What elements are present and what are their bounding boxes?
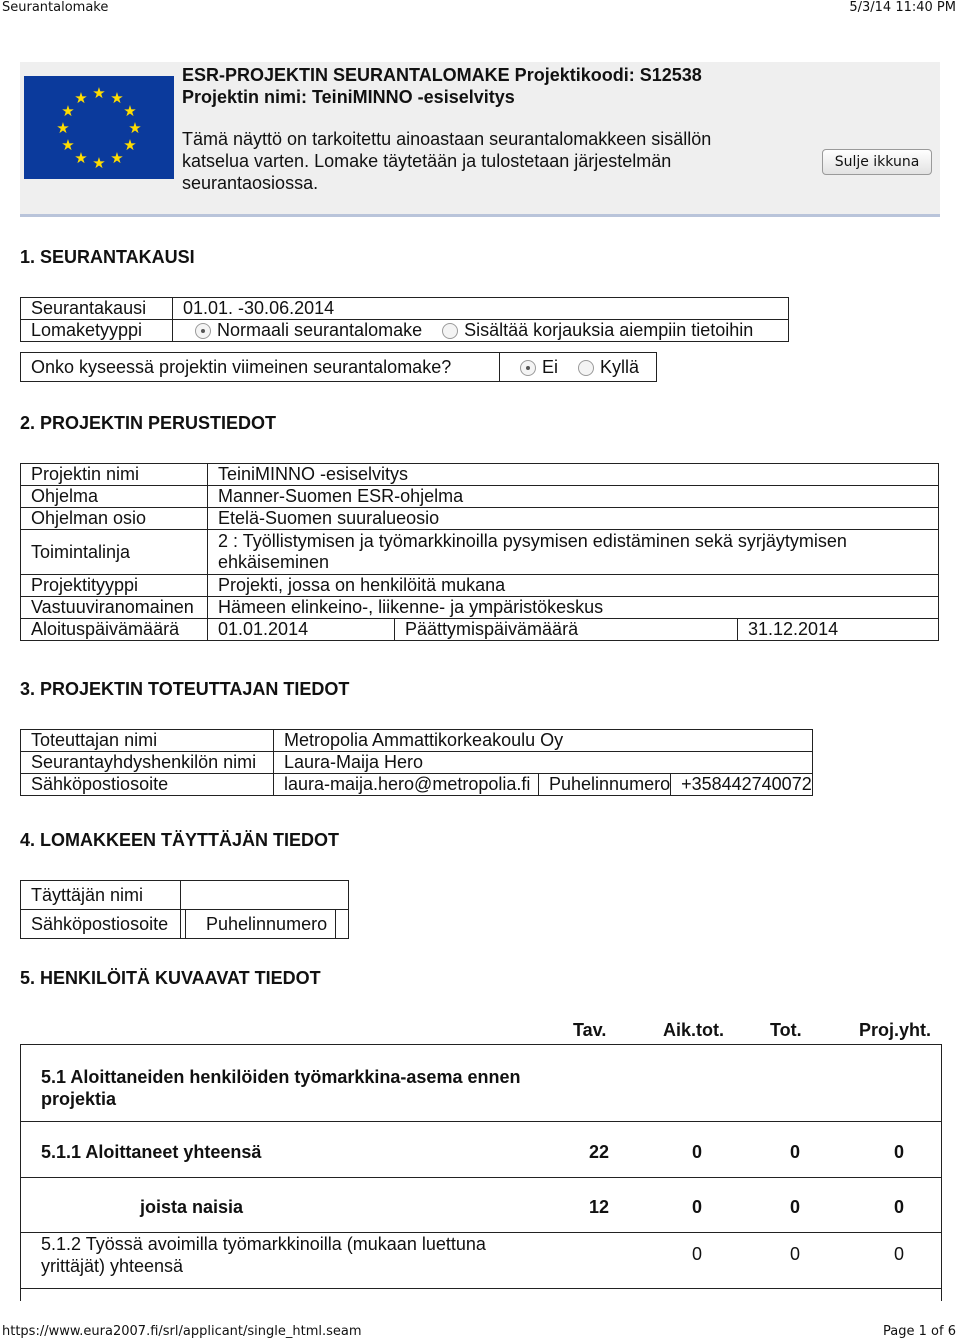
basic-value: Hämeen elinkeino-, liikenne- ja ympäristökeskus — [208, 597, 939, 619]
email-label: Sähköpostiosoite — [21, 774, 274, 796]
row-label: 5.1.1 Aloittaneet yhteensä — [41, 1142, 262, 1162]
cell-tot: 0 — [789, 1142, 800, 1162]
implementer-table — [20, 729, 813, 796]
cell-aiktot: 0 — [691, 1197, 702, 1217]
form-title-code: ESR-PROJEKTIN SEURANTALOMAKE Projektikoodi: S12538 — [182, 65, 702, 85]
print-header-datetime: 5/3/14 11:40 PM — [849, 0, 956, 15]
col-header-tav: Tav. — [573, 1020, 607, 1040]
cell-tav: 12 — [588, 1197, 610, 1217]
cell-projyht: 0 — [893, 1142, 904, 1162]
radio-corrections-label: Sisältää korjauksia aiempiin tietoihin — [464, 320, 754, 340]
basic-label: Vastuuviranomainen — [21, 597, 208, 619]
svg-text:★: ★ — [56, 119, 70, 137]
formtype-options — [173, 320, 789, 342]
svg-text:★: ★ — [92, 154, 106, 172]
filler-phone-value — [336, 910, 349, 939]
close-window-button[interactable]: Sulje ikkuna — [822, 149, 932, 175]
last-report-table — [20, 352, 657, 382]
svg-text:★: ★ — [123, 102, 137, 120]
form-title — [182, 64, 702, 108]
svg-text:★: ★ — [74, 89, 88, 107]
period-value: 01.01. -30.06.2014 — [173, 298, 789, 320]
filler-name-label: Täyttäjän nimi — [21, 881, 181, 910]
row-label: joista naisia — [140, 1197, 244, 1217]
filler-phone-label: Puhelinnumero — [186, 910, 336, 939]
period-table — [20, 297, 789, 342]
svg-text:★: ★ — [110, 89, 124, 107]
period-label: Seurantakausi — [21, 298, 173, 320]
col-header-projyht: Proj.yht. — [859, 1020, 932, 1040]
end-date-label: Päättymispäivämäärä — [395, 619, 738, 641]
implementer-name-value: Metropolia Ammattikorkeakoulu Oy — [274, 730, 813, 752]
basic-value: Projekti, jossa on henkilöitä mukana — [208, 575, 939, 597]
col-header-tot: Tot. — [770, 1020, 802, 1040]
email-value: laura-maija.hero@metropolia.fi — [274, 774, 539, 796]
cell-tav: 22 — [588, 1142, 610, 1162]
start-date-value: 01.01.2014 — [208, 619, 395, 641]
svg-text:★: ★ — [128, 119, 142, 137]
section1-heading: 1. SEURANTAKAUSI — [20, 247, 195, 267]
contact-label: Seurantayhdyshenkilön nimi — [21, 752, 274, 774]
start-date-label: Aloituspäivämäärä — [21, 619, 208, 641]
col-header-aiktot: Aik.tot. — [663, 1020, 724, 1040]
form-title-project: Projektin nimi: TeiniMINNO -esiselvitys — [182, 87, 515, 107]
basic-value: 2 : Työllistymisen ja työmarkkinoilla pysymisen edistäminen sekä syrjäytymisen ehkäiseminen — [208, 530, 939, 575]
basic-label: Toimintalinja — [21, 530, 208, 575]
eu-flag-icon — [24, 76, 174, 179]
basic-value: TeiniMINNO -esiselvitys — [208, 464, 939, 486]
radio-normal[interactable] — [195, 323, 211, 339]
row-label: 5.1.2 Työssä avoimilla työmarkkinoilla (mukaan luettuna yrittäjät) yhteensä — [41, 1234, 486, 1276]
section5-heading: 5. HENKILÖITÄ KUVAAVAT TIEDOT — [20, 968, 321, 988]
basic-info-table — [20, 463, 939, 641]
svg-text:★: ★ — [74, 149, 88, 167]
basic-label: Ohjelman osio — [21, 508, 208, 530]
last-report-question: Onko kyseessä projektin viimeinen seurantalomake? — [21, 353, 500, 382]
cell-projyht: 0 — [893, 1197, 904, 1217]
subheading-5-1: 5.1 Aloittaneiden henkilöiden työmarkkina-asema ennen projektia — [41, 1067, 521, 1109]
contact-value: Laura-Maija Hero — [274, 752, 813, 774]
last-report-options — [500, 353, 657, 382]
phone-value: +358442740072 — [671, 774, 813, 796]
radio-no[interactable] — [520, 360, 536, 376]
svg-text:★: ★ — [110, 149, 124, 167]
basic-value: Etelä-Suomen suuralueosio — [208, 508, 939, 530]
svg-text:★: ★ — [61, 136, 75, 154]
cell-aiktot: 0 — [691, 1142, 702, 1162]
svg-text:★: ★ — [61, 102, 75, 120]
section3-heading: 3. PROJEKTIN TOTEUTTAJAN TIEDOT — [20, 679, 350, 699]
section2-heading: 2. PROJEKTIN PERUSTIEDOT — [20, 413, 277, 433]
radio-yes[interactable] — [578, 360, 594, 376]
row-divider — [21, 1177, 941, 1178]
form-header — [20, 62, 940, 217]
form-description: Tämä näyttö on tarkoitettu ainoastaan seurantalomakkeen sisällön katselua varten. Lomake täytetään ja tulostetaan järjestelmän seurantaosiossa. — [182, 129, 712, 193]
filler-email-label: Sähköpostiosoite — [21, 910, 181, 939]
section4-heading: 4. LOMAKKEEN TÄYTTÄJÄN TIEDOT — [20, 830, 340, 850]
filler-name-value — [181, 881, 349, 910]
radio-corrections[interactable] — [442, 323, 458, 339]
row-divider — [21, 1121, 941, 1122]
basic-label: Projektityyppi — [21, 575, 208, 597]
radio-normal-label: Normaali seurantalomake — [217, 320, 423, 340]
svg-text:★: ★ — [123, 136, 137, 154]
basic-value: Manner-Suomen ESR-ohjelma — [208, 486, 939, 508]
filler-table — [20, 880, 349, 939]
print-footer-page: Page 1 of 6 — [883, 1324, 956, 1339]
print-header-title: Seurantalomake — [2, 0, 109, 15]
svg-text:★: ★ — [92, 84, 106, 102]
print-footer-url: https://www.eura2007.fi/srl/applicant/single_html.seam — [2, 1324, 362, 1339]
cell-projyht: 0 — [893, 1244, 904, 1264]
radio-yes-label: Kyllä — [600, 356, 640, 377]
radio-no-label: Ei — [542, 356, 559, 377]
cell-aiktot: 0 — [691, 1244, 702, 1264]
end-date-value: 31.12.2014 — [738, 619, 939, 641]
cell-tot: 0 — [789, 1197, 800, 1217]
basic-label: Projektin nimi — [21, 464, 208, 486]
row-divider — [21, 1288, 941, 1289]
formtype-label: Lomaketyyppi — [21, 320, 173, 342]
phone-label: Puhelinnumero — [539, 774, 671, 796]
basic-label: Ohjelma — [21, 486, 208, 508]
implementer-name-label: Toteuttajan nimi — [21, 730, 274, 752]
cell-tot: 0 — [789, 1244, 800, 1264]
